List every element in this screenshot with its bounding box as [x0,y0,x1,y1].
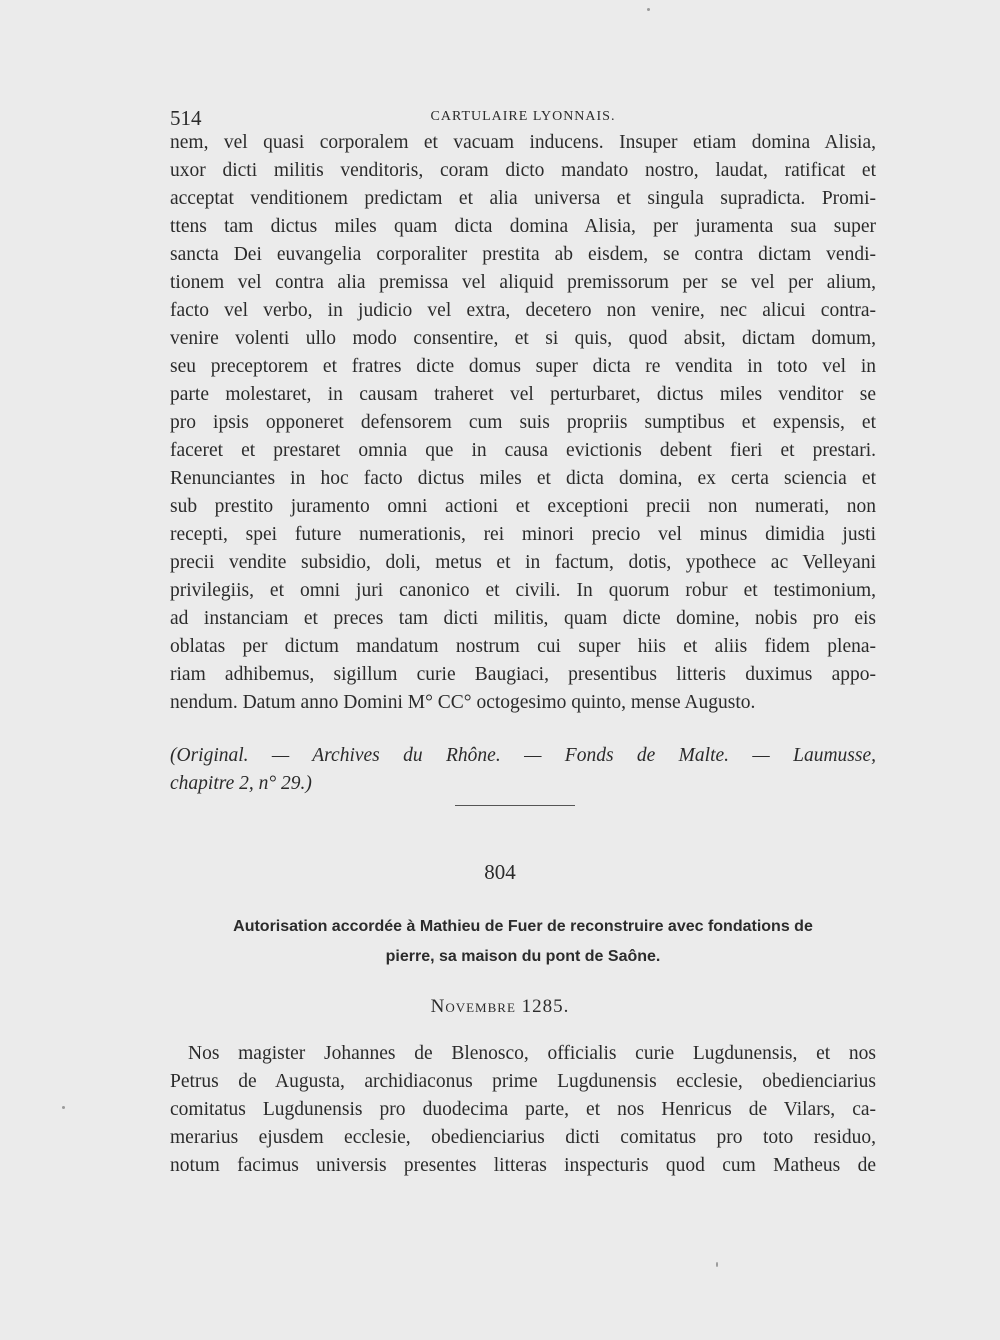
text-line: acceptat venditionem predictam et alia universa et singula supradicta. Promi- [170,188,876,209]
text-line: oblatas per dictum mandatum nostrum cui super hiis et aliis fidem plena- [170,636,876,657]
page-number: 514 [170,106,202,130]
text-line: facto vel verbo, in judicio vel extra, decetero non venire, nec alicui contra- [170,300,876,321]
document-date [0,996,1000,1018]
text-line: ttens tam dictus miles quam dicta domina Alisia, per juramenta sua super [170,216,876,237]
text-line: ad instanciam et preces tam dicti militis, quam dicte domine, nobis pro eis [170,608,876,629]
text-line: parte molestaret, in causam traheret vel perturbaret, dictus miles venditor se [170,384,876,405]
date-year: 1285. [521,996,570,1017]
text-line: sub prestito juramento omni actioni et exceptioni precii non numerati, non [170,496,876,517]
text-line: riam adhibemus, sigillum curie Baugiaci, presentibus litteris duximus appo- [170,664,876,685]
title-line: Autorisation accordée à Mathieu de Fuer de reconstruire avec fondations de [233,918,813,935]
text-line: faceret et prestaret omnia que in causa evictionis debent fieri et prestari. [170,440,876,461]
paper-speck [62,1106,65,1109]
document-number: 804 [484,860,516,884]
title-line: pierre, sa maison du pont de Saône. [385,948,661,965]
text-line: comitatus Lugdunensis pro duodecima parte, et nos Henricus de Vilars, ca- [170,1099,876,1120]
text-line: venire volenti ullo modo consentire, et si quis, quod absit, dictam domum, [170,328,876,349]
text-line: pro ipsis opponeret defensorem cum suis propriis sumptibus et expensis, et [170,412,876,433]
text-line: uxor dicti militis venditoris, coram dicto mandato nostro, laudat, ratificat et [170,160,876,181]
citation-line: chapitre 2, n° 29.) [170,773,312,794]
running-title: CARTULAIRE LYONNAIS. [430,109,616,124]
document-title [170,912,876,972]
text-line: nendum. Datum anno Domini M° CC° octogesimo quinto, mense Augusto. [170,692,756,713]
paper-speck [716,1262,718,1267]
text-line: nem, vel quasi corporalem et vacuam inducens. Insuper etiam domina Alisia, [170,132,876,153]
page-header [170,106,876,130]
charter-text-803 [170,129,876,717]
source-citation [170,742,876,798]
text-line: tionem vel contra alia premissa vel aliquid premissorum per se vel per alium, [170,272,876,293]
text-line: privilegiis, et omni juri canonico et civili. In quorum robur et testimonium, [170,580,876,601]
text-line: Nos magister Johannes de Blenosco, officialis curie Lugdunensis, et nos [188,1043,876,1064]
paper-speck [647,8,650,11]
date-month: Novembre [430,996,516,1017]
text-line: seu preceptorem et fratres dicte domus super dicta re vendita in toto vel in [170,356,876,377]
citation-line: (Original. — Archives du Rhône. — Fonds de Malte. — Laumusse, [170,745,876,766]
text-line: sancta Dei euvangelia corporaliter prestita ab eisdem, se contra dictam vendi- [170,244,876,265]
text-line: precii vendite subsidio, doli, metus et in factum, dotis, ypothece ac Velleyani [170,552,876,573]
text-line: notum facimus universis presentes litteras inspecturis quod cum Matheus de [170,1155,876,1176]
charter-text-804 [170,1040,876,1180]
text-line: merarius ejusdem ecclesie, obedienciarius dicti comitatus pro toto residuo, [170,1127,876,1148]
text-line: Petrus de Augusta, archidiaconus prime Lugdunensis ecclesie, obedienciarius [170,1071,876,1092]
text-line: Renunciantes in hoc facto dictus miles et dicta domina, ex certa sciencia et [170,468,876,489]
text-line: recepti, spei future numerationis, rei minori precio vel minus dimidia justi [170,524,876,545]
section-divider [455,805,575,806]
